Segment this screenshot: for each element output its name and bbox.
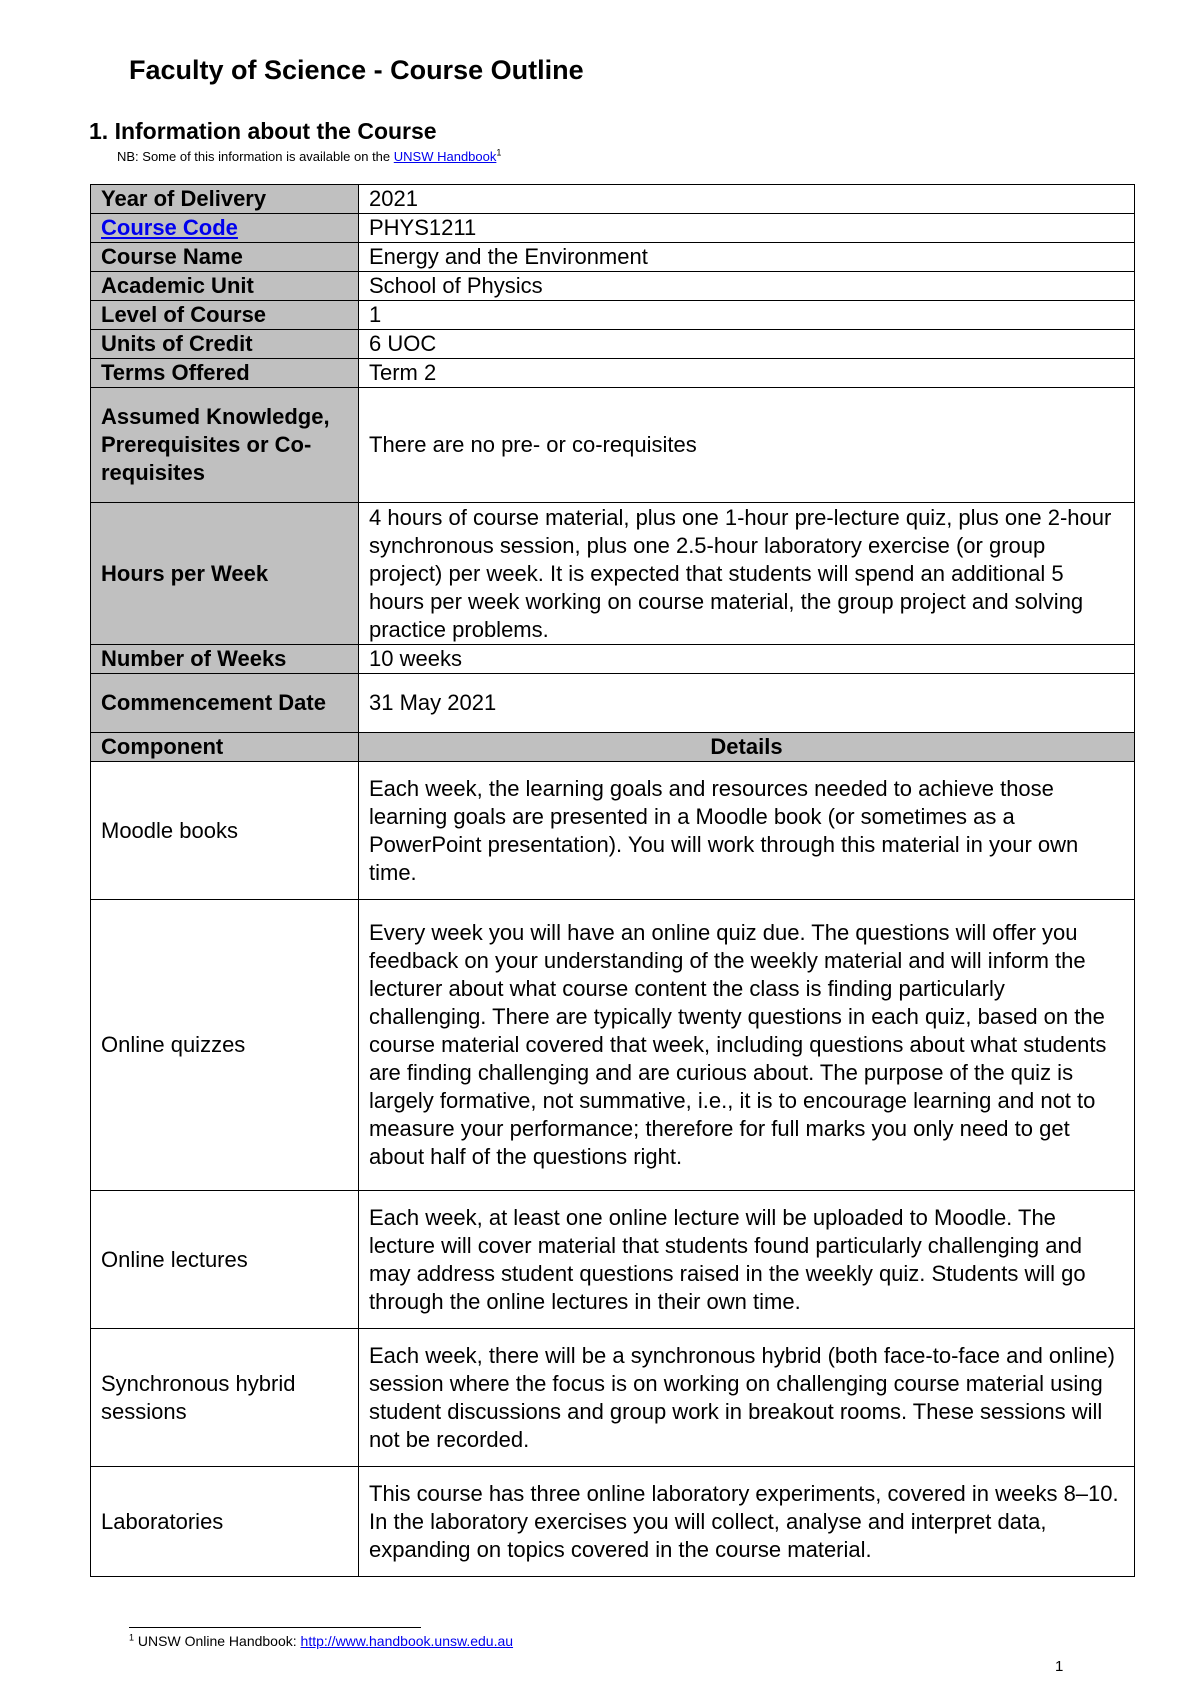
row-value: PHYS1211 (359, 214, 1135, 243)
table-row (91, 900, 1135, 1191)
course-info-table (90, 184, 1135, 1577)
table-row (91, 1191, 1135, 1329)
row-label (91, 214, 359, 243)
component-header: Component (91, 733, 359, 762)
row-value: Term 2 (359, 359, 1135, 388)
row-value: 6 UOC (359, 330, 1135, 359)
row-value: There are no pre- or co-requisites (359, 388, 1135, 503)
row-label: Hours per Week (91, 503, 359, 645)
component-details: Each week, the learning goals and resources needed to achieve those learning goals are presented in a Moodle book (or sometimes as a PowerPoint presentation). You will work through this material in your own time. (359, 762, 1135, 900)
unsw-handbook-link[interactable]: UNSW Handbook (393, 149, 497, 164)
row-label: Assumed Knowledge, Prerequisites or Co-requisites (91, 388, 359, 503)
table-row (91, 301, 1135, 330)
row-label: Course Name (91, 243, 359, 272)
table-row (91, 645, 1135, 674)
table-row (91, 359, 1135, 388)
table-row (91, 185, 1135, 214)
footnote-divider (129, 1627, 421, 1628)
footnote-ref: 1 (496, 147, 502, 158)
nb-text: NB: Some of this information is available on the (117, 149, 394, 164)
table-row (91, 272, 1135, 301)
row-value: School of Physics (359, 272, 1135, 301)
row-label: Commencement Date (91, 674, 359, 733)
component-details: Every week you will have an online quiz due. The questions will offer you feedback on your understanding of the weekly material and will inform the lecturer about what course content the class is finding particularly challenging. There are typically twenty questions in each quiz, based on the course material covered that week, including questions about what students are finding challenging and are curious about. The purpose of the quiz is largely formative, not summative, i.e., it is to encourage learning and not to measure your performance; therefore for full marks you only need to get about half of the questions right. (359, 900, 1135, 1191)
page-title: Faculty of Science - Course Outline (129, 55, 584, 85)
components-header-row (91, 733, 1135, 762)
component-name: Online lectures (91, 1191, 359, 1329)
row-label: Terms Offered (91, 359, 359, 388)
table-row (91, 243, 1135, 272)
row-label: Number of Weeks (91, 645, 359, 674)
component-name: Online quizzes (91, 900, 359, 1191)
table-row (91, 330, 1135, 359)
page-number: 1 (1055, 1658, 1064, 1675)
component-details: This course has three online laboratory experiments, covered in weeks 8–10. In the laboratory exercises you will collect, analyse and interpret data, expanding on topics covered in the course material. (359, 1467, 1135, 1577)
row-value: Energy and the Environment (359, 243, 1135, 272)
row-value: 10 weeks (359, 645, 1135, 674)
row-value: 1 (359, 301, 1135, 330)
table-row (91, 1467, 1135, 1577)
component-details: Each week, at least one online lecture will be uploaded to Moodle. The lecture will cover material that students found particularly challenging and may address student questions raised in the weekly quiz. Students will go through the online lectures in their own time. (359, 1191, 1135, 1329)
component-details: Each week, there will be a synchronous hybrid (both face-to-face and online) session where the focus is on working on challenging course material using student discussions and group work in breakout rooms. These sessions will not be recorded. (359, 1329, 1135, 1467)
row-value: 4 hours of course material, plus one 1-hour pre-lecture quiz, plus one 2-hour synchronous session, plus one 2.5-hour laboratory exercise (or group project) per week. It is expected that students will spend an additional 5 hours per week working on course material, the group project and solving practice problems. (359, 503, 1135, 645)
table-row (91, 388, 1135, 503)
table-row (91, 674, 1135, 733)
row-label: Year of Delivery (91, 185, 359, 214)
footnote-marker: 1 (129, 1632, 135, 1643)
footnote-text: UNSW Online Handbook: (134, 1633, 301, 1649)
row-label: Academic Unit (91, 272, 359, 301)
component-name: Moodle books (91, 762, 359, 900)
table-row (91, 214, 1135, 243)
table-row (91, 503, 1135, 645)
row-value: 31 May 2021 (359, 674, 1135, 733)
handbook-url-link[interactable]: http://www.handbook.unsw.edu.au (300, 1633, 514, 1649)
component-name: Synchronous hybrid sessions (91, 1329, 359, 1467)
nb-note (117, 149, 501, 164)
footnote (129, 1633, 513, 1649)
row-label: Units of Credit (91, 330, 359, 359)
component-name: Laboratories (91, 1467, 359, 1577)
row-label: Level of Course (91, 301, 359, 330)
details-header: Details (359, 733, 1135, 762)
section-heading: 1. Information about the Course (89, 118, 437, 144)
table-row (91, 1329, 1135, 1467)
row-value: 2021 (359, 185, 1135, 214)
table-row (91, 762, 1135, 900)
course-code-link[interactable]: Course Code (101, 215, 238, 240)
